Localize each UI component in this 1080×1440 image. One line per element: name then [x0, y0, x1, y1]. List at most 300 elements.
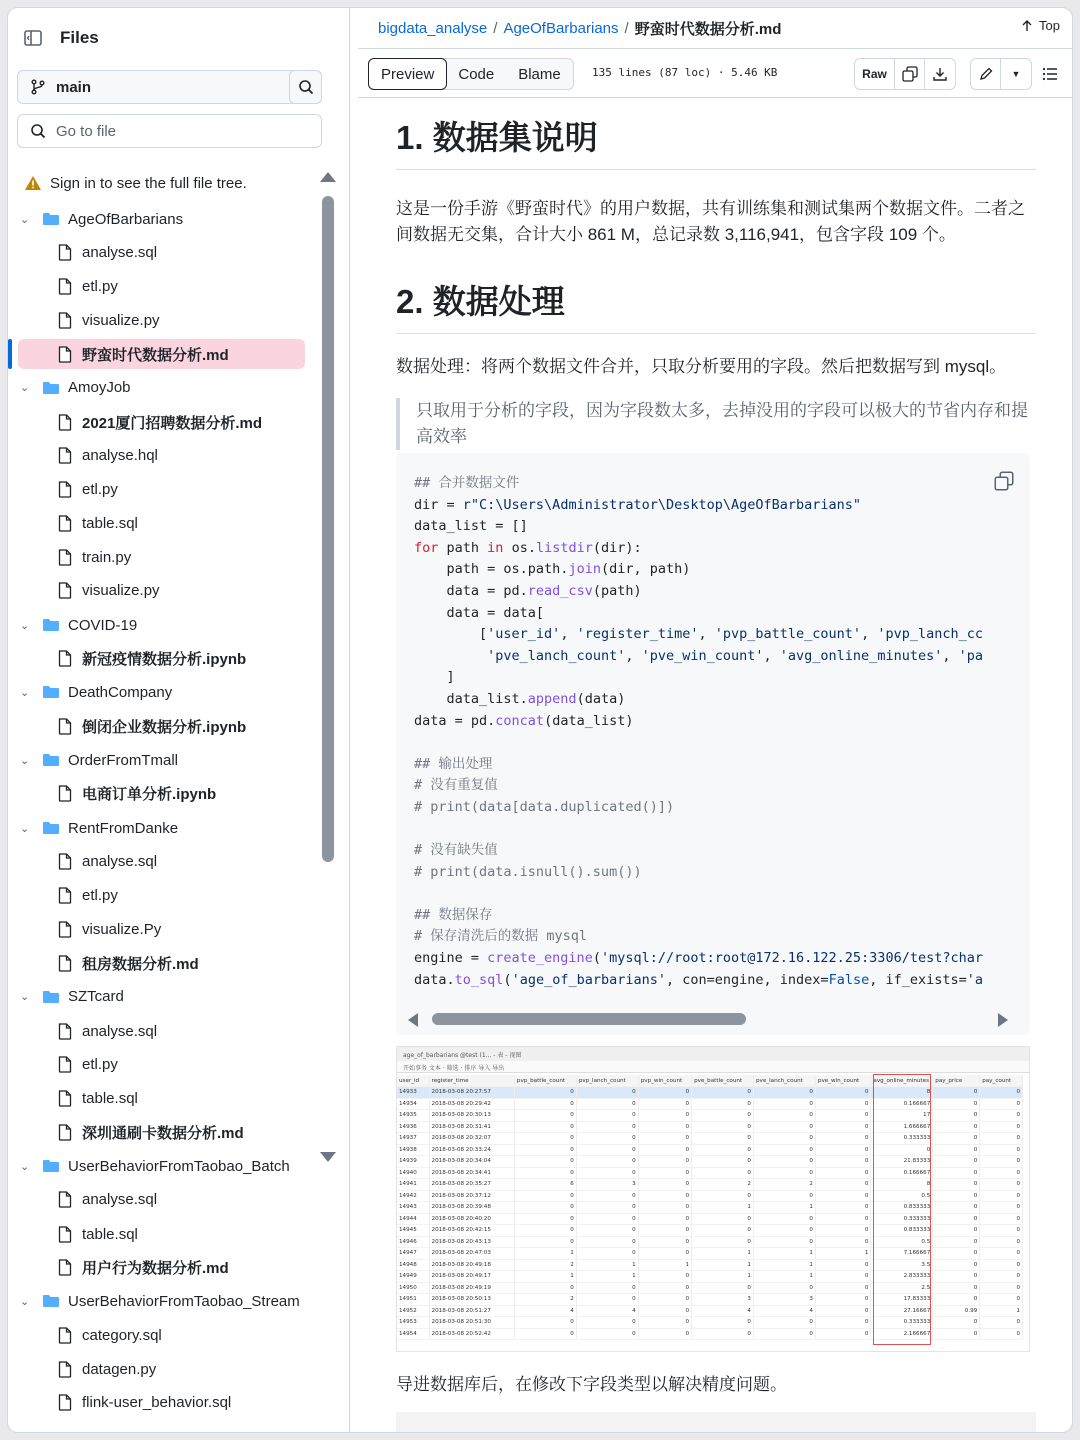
db-cell: 0 — [753, 1282, 815, 1294]
db-cell: 0 — [576, 1156, 638, 1168]
tree-file[interactable] — [8, 1118, 308, 1148]
copy-icon — [994, 471, 1014, 491]
folder-icon — [42, 1157, 60, 1175]
tree-file[interactable] — [8, 1354, 308, 1384]
db-cell: 2018-03-08 20:34:41 — [429, 1167, 514, 1179]
db-cell: 0 — [815, 1144, 871, 1156]
tree-file[interactable] — [8, 1321, 308, 1351]
db-column-header[interactable]: pay_price — [933, 1075, 980, 1087]
tree-file[interactable] — [8, 880, 308, 910]
folder-icon — [42, 988, 60, 1006]
tab-preview[interactable]: Preview — [368, 58, 447, 90]
file-icon — [56, 954, 74, 972]
db-cell: 7.166667 — [871, 1248, 933, 1260]
tree-folder[interactable] — [8, 610, 308, 640]
db-cell: 0 — [980, 1328, 1023, 1340]
markdown-body — [396, 112, 1036, 450]
db-cell: 0 — [514, 1328, 576, 1340]
sidebar-header — [18, 22, 99, 54]
file-icon — [56, 515, 74, 533]
tree-item-label: etl.py — [82, 480, 118, 498]
tree-item-label: table.sql — [82, 1225, 138, 1243]
tree-item-label: 野蛮时代数据分析.md — [82, 346, 229, 364]
tree-item-label: 租房数据分析.md — [82, 955, 199, 973]
code-text: ## 合并数据文件 dir = r"C:\Users\Administrator\Desktop\AgeOfBarbarians" data_list = [] for path in os.listdir(dir): path = os.path.join(dir, path) data = pd.read_csv(path) data = data[ ['user_id', 'register_time', 'pvp_battle_count', 'pvp_lanch_cc 'pve_lanch_count', 'pve_win_count', 'avg_online_minutes', 'pa ] data_list.append(data) data = pd.concat(data_list) ## 输出处理 # 没有重复值 # print(data[data.duplicated()]) # 没有缺失值 # print(data.isnull().sum()) ## 数据保存 # 保存清洗后的数据 mysql engine = create_engine('mysql://root:root@172.16.122.25:3306/test?char data.to_sql('age_of_barbarians', con=engine, index=False, if_exists='a — [414, 475, 984, 988]
tree-file[interactable] — [8, 915, 308, 945]
tree-item-label: 用户行为数据分析.md — [82, 1260, 229, 1277]
db-column-header[interactable]: avg_online_minutes — [871, 1075, 933, 1087]
go-to-file-input[interactable] — [17, 114, 322, 148]
tree-file[interactable] — [8, 712, 308, 742]
db-cell: 2018-03-08 20:52:42 — [429, 1328, 514, 1340]
breadcrumb-repo-link[interactable]: bigdata_analyse — [378, 19, 488, 37]
sidebar-toggle-button[interactable] — [18, 23, 48, 53]
edit-actions-group — [970, 58, 1032, 90]
folder-icon — [42, 379, 60, 397]
file-icon — [56, 1259, 74, 1277]
file-icon — [56, 1056, 74, 1074]
tree-file[interactable] — [8, 1253, 308, 1283]
code-horizontal-scrollbar[interactable] — [408, 1011, 1008, 1025]
db-cell: 0 — [514, 1213, 576, 1225]
db-cell: 0 — [980, 1236, 1023, 1248]
db-cell: 0 — [692, 1110, 754, 1122]
db-cell: 0 — [692, 1282, 754, 1294]
db-cell: 0 — [753, 1098, 815, 1110]
db-cell: 0 — [638, 1179, 691, 1191]
list-unordered-icon — [1042, 67, 1058, 81]
tree-item-label: 倒闭企业数据分析.ipynb — [82, 719, 247, 736]
db-cell: 0 — [933, 1087, 980, 1099]
db-cell: 0 — [692, 1156, 754, 1168]
tree-item-label: 电商订单分析.ipynb — [82, 786, 217, 803]
db-cell: 2 — [753, 1179, 815, 1191]
tree-item-label: flink-user_behavior.sql — [82, 1394, 232, 1411]
tree-folder[interactable] — [8, 677, 308, 707]
db-cell: 2018-03-08 20:42:15 — [429, 1225, 514, 1237]
db-cell: 14945 — [397, 1225, 429, 1237]
scroll-right-arrow[interactable] — [998, 1013, 1008, 1027]
db-cell: 4 — [753, 1305, 815, 1317]
branch-selector[interactable] — [17, 70, 322, 104]
tree-item-label: etl.py — [82, 277, 118, 295]
edit-options-dropdown[interactable] — [1001, 59, 1031, 89]
tree-item-label: category.sql — [82, 1327, 162, 1344]
db-cell: 0 — [638, 1305, 691, 1317]
db-cell: 0 — [933, 1190, 980, 1202]
file-toolbar — [358, 48, 1072, 98]
db-cell: 0 — [514, 1110, 576, 1122]
db-cell: 0 — [576, 1248, 638, 1260]
db-cell: 0 — [638, 1190, 691, 1202]
tree-file[interactable] — [8, 474, 308, 504]
file-icon — [56, 1394, 74, 1412]
file-icon — [56, 312, 74, 330]
db-cell: 2.833333 — [871, 1271, 933, 1283]
db-cell: 0 — [576, 1328, 638, 1340]
db-cell: 0 — [980, 1110, 1023, 1122]
tree-item-label: COVID-19 — [68, 616, 138, 634]
tree-item-label: OrderFromTmall — [68, 751, 179, 769]
tree-file[interactable] — [8, 441, 308, 471]
file-content-panel — [358, 8, 1072, 1432]
db-cell: 0 — [638, 1156, 691, 1168]
db-cell: 21.83333 — [871, 1156, 933, 1168]
db-cell: 0.5 — [871, 1190, 933, 1202]
tree-file[interactable] — [8, 271, 308, 301]
tree-file[interactable] — [8, 1016, 308, 1046]
tree-item-label: table.sql — [82, 515, 138, 532]
db-cell: 0 — [980, 1282, 1023, 1294]
db-cell: 4 — [692, 1305, 754, 1317]
tree-item-label: etl.py — [82, 1056, 118, 1073]
tree-item-label: SZTcard — [68, 988, 124, 1005]
db-cell: 0 — [753, 1087, 815, 1099]
db-cell: 0 — [980, 1156, 1023, 1168]
db-cell: 0 — [576, 1282, 638, 1294]
file-icon — [56, 244, 74, 262]
db-cell: 0 — [514, 1121, 576, 1133]
db-cell: 14954 — [397, 1328, 429, 1340]
db-cell: 14939 — [397, 1156, 429, 1168]
chevron-down-icon[interactable]: ⌄ — [20, 822, 30, 835]
db-cell: 0 — [933, 1202, 980, 1214]
paragraph-after-import: 导进数据库后，在修改下字段类型以解决精度问题。 — [396, 1375, 787, 1394]
chevron-down-icon[interactable]: ⌄ — [20, 619, 30, 632]
folder-icon — [42, 616, 60, 634]
chevron-down-icon[interactable]: ⌄ — [20, 213, 30, 226]
db-column-header[interactable]: pvp_win_count — [638, 1075, 691, 1087]
db-cell: 0 — [815, 1190, 871, 1202]
db-cell: 0 — [692, 1236, 754, 1248]
db-cell: 0 — [514, 1282, 576, 1294]
tree-item-label: datagen.py — [82, 1360, 157, 1378]
copy-raw-button[interactable] — [895, 59, 925, 89]
db-cell: 0.333333 — [871, 1133, 933, 1145]
tree-item-label: UserBehaviorFromTaobao_Batch — [68, 1157, 290, 1175]
edit-file-button[interactable] — [971, 59, 1001, 89]
db-cell: 0 — [514, 1133, 576, 1145]
db-cell: 0 — [692, 1190, 754, 1202]
tree-folder[interactable] — [8, 1151, 308, 1181]
db-cell: 4 — [576, 1305, 638, 1317]
folder-icon — [42, 1292, 60, 1310]
db-cell: 0 — [514, 1236, 576, 1248]
file-icon — [56, 447, 74, 465]
db-cell: 14942 — [397, 1190, 429, 1202]
db-cell: 2018-03-08 20:33:24 — [429, 1144, 514, 1156]
db-cell: 17 — [871, 1110, 933, 1122]
db-cell: 1 — [753, 1271, 815, 1283]
db-cell: 14952 — [397, 1305, 429, 1317]
tree-file[interactable] — [18, 339, 305, 369]
db-column-header[interactable]: register_time — [429, 1075, 514, 1087]
search-icon — [30, 123, 46, 139]
db-cell: 2.5 — [871, 1282, 933, 1294]
view-mode-tabs — [368, 58, 574, 90]
download-icon — [932, 66, 948, 82]
tree-file[interactable] — [8, 1185, 308, 1215]
db-cell: 0 — [638, 1213, 691, 1225]
db-cell: 0 — [753, 1225, 815, 1237]
db-column-header[interactable]: pve_win_count — [815, 1075, 871, 1087]
db-cell: 0 — [753, 1328, 815, 1340]
db-cell: 0 — [576, 1133, 638, 1145]
db-cell: 0 — [980, 1317, 1023, 1329]
db-cell: 0.833333 — [871, 1225, 933, 1237]
db-cell: 1 — [638, 1259, 691, 1271]
db-cell: 2.166667 — [871, 1328, 933, 1340]
db-cell: 14950 — [397, 1282, 429, 1294]
tree-item-label: analyse.sql — [82, 853, 158, 870]
folder-icon — [42, 210, 60, 228]
db-cell: 0 — [753, 1110, 815, 1122]
db-cell: 0 — [980, 1294, 1023, 1306]
tree-folder[interactable] — [8, 745, 308, 775]
tree-folder[interactable] — [8, 813, 308, 843]
breadcrumb-separator: / — [624, 19, 629, 37]
sign-in-notice-text: Sign in to see the full file tree. — [50, 174, 247, 192]
db-cell: 0 — [514, 1317, 576, 1329]
chevron-down-icon[interactable]: ⌄ — [20, 754, 30, 767]
db-cell: 0 — [933, 1179, 980, 1191]
db-cell: 0 — [638, 1144, 691, 1156]
copy-icon — [902, 66, 918, 82]
download-button[interactable] — [925, 59, 955, 89]
db-cell: 0 — [753, 1167, 815, 1179]
db-column-header[interactable]: pvp_battle_count — [514, 1075, 576, 1087]
file-icon — [56, 1191, 74, 1209]
db-cell: 0 — [576, 1167, 638, 1179]
db-cell: 0 — [933, 1271, 980, 1283]
db-cell: 0.333333 — [871, 1317, 933, 1329]
tree-file[interactable] — [8, 1050, 308, 1080]
top-label: Top — [1039, 18, 1060, 33]
tree-file[interactable] — [8, 509, 308, 539]
selected-indicator — [8, 339, 12, 369]
db-cell: 14935 — [397, 1110, 429, 1122]
breadcrumb-folder-link[interactable]: AgeOfBarbarians — [503, 19, 619, 37]
scroll-left-arrow[interactable] — [408, 1013, 418, 1027]
db-cell: 14941 — [397, 1179, 429, 1191]
db-cell: 6 — [514, 1179, 576, 1191]
tree-file[interactable] — [8, 407, 308, 437]
db-cell: 0.833333 — [871, 1202, 933, 1214]
db-cell: 2018-03-08 20:49:17 — [429, 1271, 514, 1283]
db-cell: 0 — [576, 1317, 638, 1329]
tree-item-label: visualize.py — [82, 312, 160, 329]
tree-item-label: DeathCompany — [68, 683, 173, 701]
tab-code[interactable]: Code — [458, 65, 495, 83]
db-cell: 0 — [692, 1087, 754, 1099]
db-cell: 0 — [980, 1271, 1023, 1283]
db-cell: 2018-03-08 20:50:13 — [429, 1294, 514, 1306]
caret-down-icon: ▼ — [1011, 69, 1021, 79]
db-cell: 0.5 — [871, 1236, 933, 1248]
file-icon — [56, 413, 74, 431]
db-cell: 0 — [576, 1087, 638, 1099]
tree-item-label: etl.py — [82, 886, 118, 904]
db-cell: 14953 — [397, 1317, 429, 1329]
db-cell: 1 — [753, 1202, 815, 1214]
db-cell: 1 — [753, 1248, 815, 1260]
db-cell: 1 — [514, 1248, 576, 1260]
tree-folder[interactable] — [8, 982, 308, 1012]
db-cell: 0 — [692, 1328, 754, 1340]
tree-file[interactable] — [8, 1388, 308, 1418]
file-icon — [56, 1225, 74, 1243]
db-cell: 2018-03-08 20:29:42 — [429, 1098, 514, 1110]
chevron-down-icon[interactable]: ⌄ — [20, 1295, 30, 1308]
raw-button[interactable]: Raw — [855, 59, 895, 89]
chevron-down-icon[interactable]: ⌄ — [20, 991, 30, 1003]
db-cell: 0 — [576, 1190, 638, 1202]
file-icon — [56, 277, 74, 295]
tree-file[interactable] — [8, 948, 308, 978]
branch-name: main — [56, 78, 92, 96]
db-cell: 0 — [638, 1133, 691, 1145]
db-cell: 0 — [638, 1294, 691, 1306]
db-cell: 0 — [980, 1248, 1023, 1260]
tree-file[interactable] — [8, 847, 308, 877]
db-column-header[interactable]: pve_lanch_count — [753, 1075, 815, 1087]
db-cell: 0 — [753, 1190, 815, 1202]
db-cell: 1 — [815, 1248, 871, 1260]
code-scrollbar-thumb[interactable] — [432, 1013, 746, 1025]
db-cell: 0 — [815, 1133, 871, 1145]
db-cell: 0 — [980, 1144, 1023, 1156]
db-cell: 14946 — [397, 1236, 429, 1248]
db-cell: 0 — [638, 1167, 691, 1179]
db-cell: 0 — [576, 1225, 638, 1237]
db-cell: 1 — [692, 1271, 754, 1283]
db-cell: 0 — [980, 1225, 1023, 1237]
db-cell: 0 — [815, 1259, 871, 1271]
copy-code-button[interactable] — [994, 471, 1014, 496]
db-cell: 14951 — [397, 1294, 429, 1306]
db-cell: 0 — [871, 1144, 933, 1156]
db-cell: 0.166667 — [871, 1098, 933, 1110]
git-branch-icon — [30, 79, 46, 95]
db-cell: 0 — [692, 1133, 754, 1145]
folder-icon — [42, 819, 60, 837]
db-cell: 0 — [933, 1236, 980, 1248]
tree-folder[interactable] — [8, 1286, 308, 1316]
file-icon — [56, 921, 74, 939]
db-cell: 0 — [815, 1087, 871, 1099]
file-icon — [56, 480, 74, 498]
db-cell: 0 — [980, 1121, 1023, 1133]
db-cell: 2018-03-08 20:51:27 — [429, 1305, 514, 1317]
go-to-file-placeholder: Go to file — [56, 122, 117, 140]
db-cell: 1 — [514, 1271, 576, 1283]
db-cell: 0 — [576, 1110, 638, 1122]
scroll-up-arrow[interactable] — [320, 172, 336, 182]
tree-file[interactable] — [8, 542, 308, 572]
db-cell: 0 — [638, 1282, 691, 1294]
sidebar-collapse-icon — [23, 28, 43, 48]
db-cell: 2 — [514, 1259, 576, 1271]
tree-item-label: AmoyJob — [68, 379, 131, 396]
db-cell: 14938 — [397, 1144, 429, 1156]
db-cell: 2018-03-08 20:30:13 — [429, 1110, 514, 1122]
scroll-down-arrow[interactable] — [320, 1152, 336, 1162]
tree-item-label: UserBehaviorFromTaobao_Stream — [68, 1292, 300, 1310]
db-cell: 0 — [638, 1271, 691, 1283]
tree-item-label: visualize.Py — [82, 921, 162, 938]
db-cell: 0 — [638, 1087, 691, 1099]
db-cell: 1 — [980, 1305, 1023, 1317]
tree-file[interactable] — [8, 1219, 308, 1249]
db-column-header[interactable]: user_id — [397, 1075, 429, 1087]
db-cell: 1 — [692, 1259, 754, 1271]
sidebar-scrollbar-thumb[interactable] — [322, 196, 334, 862]
db-cell: 0.99 — [933, 1305, 980, 1317]
db-cell: 0 — [815, 1121, 871, 1133]
heading-dataset: 1. 数据集说明 — [396, 112, 1036, 170]
tree-item-label: analyse.sql — [82, 244, 158, 261]
db-cell: 0 — [753, 1133, 815, 1145]
outline-button[interactable] — [1042, 67, 1058, 86]
chevron-down-icon[interactable]: ⌄ — [20, 382, 30, 394]
chevron-down-icon[interactable]: ⌄ — [20, 686, 30, 699]
db-cell: 0 — [933, 1317, 980, 1329]
tree-item-label: RentFromDanke — [68, 819, 179, 837]
db-cell: 0 — [753, 1213, 815, 1225]
db-cell: 0 — [692, 1144, 754, 1156]
arrow-up-icon — [1021, 20, 1033, 32]
db-column-header[interactable]: pvp_lanch_count — [576, 1075, 638, 1087]
db-cell: 3.5 — [871, 1259, 933, 1271]
db-cell: 0 — [514, 1167, 576, 1179]
blockquote-note: 只取用于分析的字段，因为字段数太多，去掉没用的字段可以极大的节省内存和提高效率 — [396, 398, 1036, 450]
tree-file[interactable] — [8, 779, 308, 809]
db-cell: 0 — [933, 1248, 980, 1260]
db-cell: 0 — [815, 1202, 871, 1214]
db-cell: 0 — [933, 1156, 980, 1168]
db-cell: 0 — [576, 1213, 638, 1225]
db-cell: 0 — [815, 1156, 871, 1168]
tree-folder[interactable] — [8, 204, 308, 234]
db-cell: 14934 — [397, 1098, 429, 1110]
db-column-header[interactable]: pay_count — [980, 1075, 1023, 1087]
tree-file[interactable] — [8, 306, 308, 336]
back-to-top-button[interactable] — [1021, 18, 1060, 33]
db-cell: 2018-03-08 20:43:13 — [429, 1236, 514, 1248]
db-cell: 0 — [638, 1121, 691, 1133]
tree-folder[interactable] — [8, 373, 308, 403]
tree-file[interactable] — [8, 1083, 308, 1113]
db-cell: 0 — [514, 1144, 576, 1156]
search-files-button[interactable] — [289, 70, 322, 104]
tree-file[interactable] — [8, 238, 308, 268]
db-cell: 0 — [576, 1098, 638, 1110]
tab-blame[interactable]: Blame — [518, 65, 561, 83]
db-cell: 2018-03-08 20:39:48 — [429, 1202, 514, 1214]
db-cell: 0 — [933, 1213, 980, 1225]
db-column-header[interactable]: pve_battle_count — [692, 1075, 754, 1087]
db-cell: 0 — [576, 1202, 638, 1214]
db-cell: 0 — [514, 1190, 576, 1202]
tree-file[interactable] — [8, 576, 308, 606]
chevron-down-icon[interactable]: ⌄ — [20, 1160, 30, 1173]
db-cell: 0 — [514, 1156, 576, 1168]
db-cell: 2018-03-08 20:35:27 — [429, 1179, 514, 1191]
next-content-fade — [396, 1412, 1036, 1432]
pencil-icon — [978, 66, 994, 82]
tree-item-label: train.py — [82, 548, 132, 566]
tree-file[interactable] — [8, 644, 308, 674]
